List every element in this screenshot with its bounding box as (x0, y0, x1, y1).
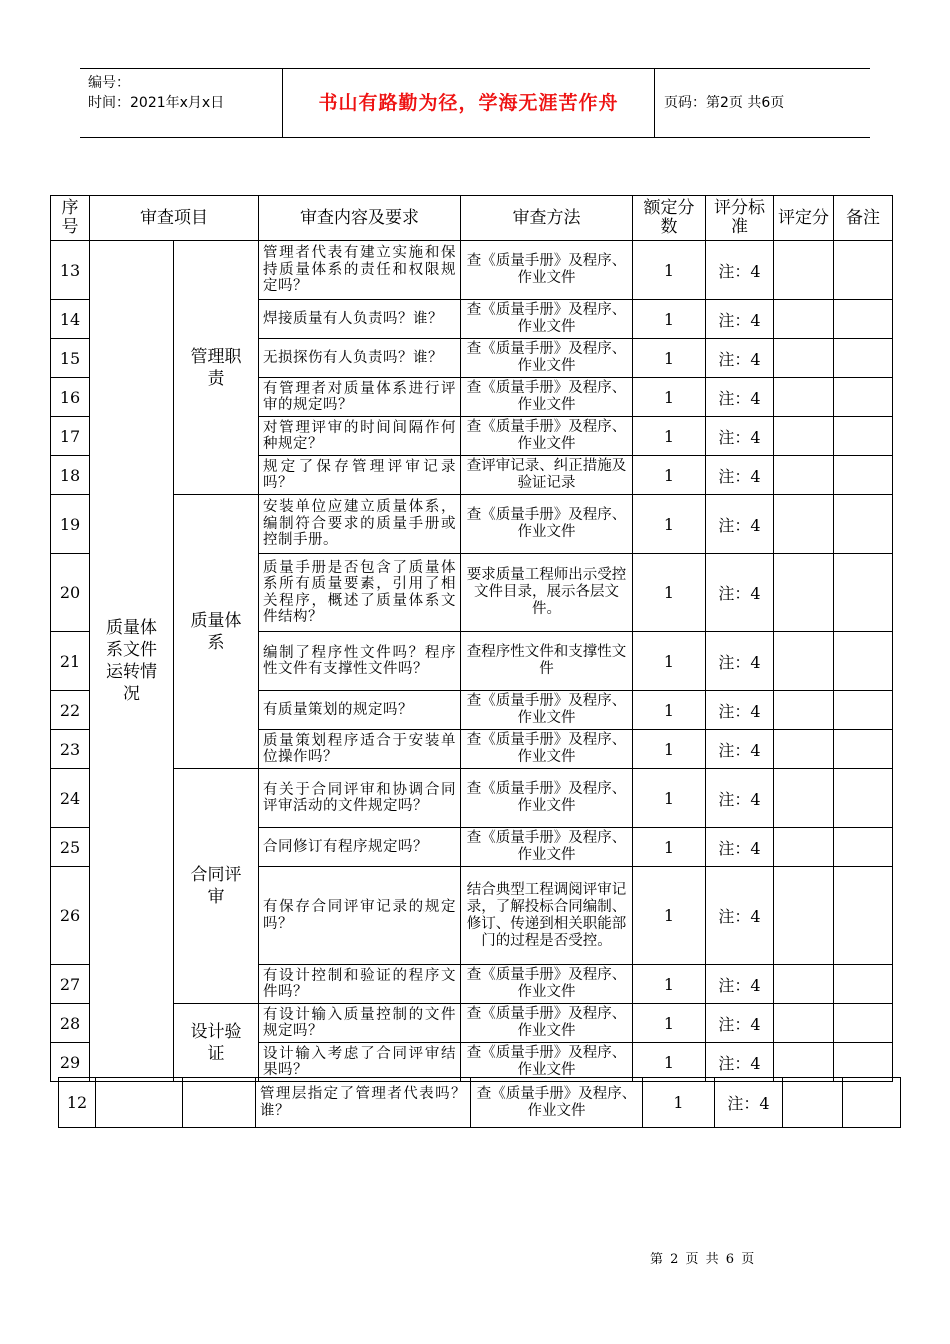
row-standard: 注：4 (706, 300, 774, 339)
row-assessed[interactable] (774, 456, 834, 495)
row-number: 12 (59, 1078, 96, 1128)
header-seq: 序号 (51, 196, 90, 241)
row-method: 查评审记录、纠正措施及验证记录 (461, 456, 633, 495)
row-assessed[interactable] (774, 965, 834, 1004)
row-method: 查《质量手册》及程序、作业文件 (461, 769, 633, 828)
row-number: 19 (51, 495, 90, 554)
row-method: 查《质量手册》及程序、作业文件 (461, 1043, 633, 1082)
subcategory: 管理职责 (174, 241, 259, 495)
row-method: 查《质量手册》及程序、作业文件 (461, 300, 633, 339)
row-score: 1 (633, 867, 706, 965)
row-score: 1 (633, 456, 706, 495)
row-remark[interactable] (834, 965, 893, 1004)
row-score: 1 (633, 378, 706, 417)
row-remark[interactable] (834, 632, 893, 691)
row-standard: 注：4 (706, 417, 774, 456)
row-score: 1 (633, 965, 706, 1004)
row-score: 1 (633, 632, 706, 691)
row-standard: 注：4 (706, 554, 774, 632)
row-number: 21 (51, 632, 90, 691)
row-remark[interactable] (834, 730, 893, 769)
row-content: 管理层指定了管理者代表吗？谁？ (256, 1078, 471, 1128)
row-assessed[interactable] (774, 495, 834, 554)
row-assessed[interactable] (774, 691, 834, 730)
extra-row-table (58, 1077, 901, 1128)
row-standard: 注：4 (706, 632, 774, 691)
row-standard: 注：4 (706, 828, 774, 867)
page-header (80, 68, 870, 138)
row-remark[interactable] (834, 867, 893, 965)
row-score: 1 (633, 495, 706, 554)
row-score: 1 (643, 1078, 715, 1128)
table-row (51, 495, 893, 554)
main-category: 质量体系文件运转情况 (90, 241, 174, 1082)
row-content: 有质量策划的规定吗？ (259, 691, 461, 730)
header-motto: 书山有路勤为径，学海无涯苦作舟 (318, 92, 619, 114)
subcategory: 设计验证 (174, 1004, 259, 1082)
row-method: 查《质量手册》及程序、作业文件 (461, 417, 633, 456)
row-method: 结合典型工程调阅评审记录，了解投标合同编制、修订、传递到相关职能部门的过程是否受控。 (461, 867, 633, 965)
row-content: 有设计输入质量控制的文件规定吗？ (259, 1004, 461, 1043)
row-number: 13 (51, 241, 90, 300)
doc-time-label: 时间：2021年x月x日 (88, 95, 225, 111)
row-method: 查《质量手册》及程序、作业文件 (461, 691, 633, 730)
row-remark[interactable] (834, 339, 893, 378)
subcategory: 质量体系 (174, 495, 259, 769)
row-number: 23 (51, 730, 90, 769)
table-row (59, 1078, 901, 1128)
row-score: 1 (633, 300, 706, 339)
row-number: 14 (51, 300, 90, 339)
row-remark[interactable] (834, 417, 893, 456)
row-remark[interactable] (834, 828, 893, 867)
row-content: 无损探伤有人负责吗？谁？ (259, 339, 461, 378)
row-standard: 注：4 (706, 965, 774, 1004)
row-method: 查《质量手册》及程序、作业文件 (461, 1004, 633, 1043)
row-remark[interactable] (834, 1004, 893, 1043)
row-assessed[interactable] (783, 1078, 843, 1128)
row-content: 有设计控制和验证的程序文件吗？ (259, 965, 461, 1004)
header-quota: 额定分数 (633, 196, 706, 241)
row-score: 1 (633, 1043, 706, 1082)
row-assessed[interactable] (774, 378, 834, 417)
row-content: 管理者代表有建立实施和保持质量体系的责任和权限规定吗？ (259, 241, 461, 300)
row-remark[interactable] (834, 769, 893, 828)
row-score: 1 (633, 241, 706, 300)
row-number: 28 (51, 1004, 90, 1043)
row-remark[interactable] (834, 554, 893, 632)
row-content: 编制了程序性文件吗？程序性文件有支撑性文件吗？ (259, 632, 461, 691)
row-number: 17 (51, 417, 90, 456)
row-score: 1 (633, 769, 706, 828)
row-remark[interactable] (834, 1043, 893, 1082)
row-remark[interactable] (834, 495, 893, 554)
row-content: 质量手册是否包含了质量体系所有质量要素，引用了相关程序，概述了质量体系文件结构？ (259, 554, 461, 632)
row-number: 20 (51, 554, 90, 632)
row-number: 24 (51, 769, 90, 828)
row-standard: 注：4 (706, 1004, 774, 1043)
row-method: 查《质量手册》及程序、作业文件 (461, 730, 633, 769)
row-standard: 注：4 (706, 339, 774, 378)
row-standard: 注：4 (706, 456, 774, 495)
row-remark[interactable] (843, 1078, 901, 1128)
row-number: 27 (51, 965, 90, 1004)
row-score: 1 (633, 339, 706, 378)
row-score: 1 (633, 554, 706, 632)
row-assessed[interactable] (774, 300, 834, 339)
row-remark[interactable] (834, 378, 893, 417)
row-assessed[interactable] (774, 339, 834, 378)
header-content: 审查内容及要求 (259, 196, 461, 241)
header-item: 审查项目 (90, 196, 259, 241)
row-standard: 注：4 (706, 769, 774, 828)
row-content: 对管理评审的时间间隔作何种规定？ (259, 417, 461, 456)
row-assessed[interactable] (774, 554, 834, 632)
row-method: 查程序性文件和支撑性文件 (461, 632, 633, 691)
row-content: 规定了保存管理评审记录吗？ (259, 456, 461, 495)
table-row (51, 769, 893, 828)
row-assessed[interactable] (774, 1043, 834, 1082)
row-standard: 注：4 (706, 867, 774, 965)
row-content: 合同修订有程序规定吗？ (259, 828, 461, 867)
row-number: 25 (51, 828, 90, 867)
row-assessed[interactable] (774, 417, 834, 456)
header-standard: 评分标准 (706, 196, 774, 241)
row-content: 质量策划程序适合于安装单位操作吗？ (259, 730, 461, 769)
row-number: 16 (51, 378, 90, 417)
row-score: 1 (633, 691, 706, 730)
empty-cell (183, 1078, 256, 1128)
row-standard: 注：4 (706, 495, 774, 554)
table-header-row (51, 196, 893, 241)
empty-cell (96, 1078, 183, 1128)
row-assessed[interactable] (774, 828, 834, 867)
row-remark[interactable] (834, 456, 893, 495)
page-footer: 第 2 页 共 6 页 (650, 1252, 755, 1267)
row-remark[interactable] (834, 300, 893, 339)
row-score: 1 (633, 730, 706, 769)
row-assessed[interactable] (774, 1004, 834, 1043)
row-method: 查《质量手册》及程序、作业文件 (461, 828, 633, 867)
row-method: 查《质量手册》及程序、作业文件 (461, 965, 633, 1004)
header-assessed: 评定分 (774, 196, 834, 241)
row-standard: 注：4 (706, 730, 774, 769)
row-number: 18 (51, 456, 90, 495)
row-content: 安装单位应建立质量体系，编制符合要求的质量手册或控制手册。 (259, 495, 461, 554)
row-method: 查《质量手册》及程序、作业文件 (461, 495, 633, 554)
row-assessed[interactable] (774, 632, 834, 691)
header-method: 审查方法 (461, 196, 633, 241)
row-standard: 注：4 (706, 691, 774, 730)
row-number: 15 (51, 339, 90, 378)
row-method: 要求质量工程师出示受控文件目录，展示各层文件。 (461, 554, 633, 632)
row-assessed[interactable] (774, 730, 834, 769)
subcategory: 合同评审 (174, 769, 259, 1004)
header-meta (88, 73, 224, 113)
row-score: 1 (633, 417, 706, 456)
row-remark[interactable] (834, 691, 893, 730)
row-number: 29 (51, 1043, 90, 1082)
header-page-info: 页码：第2页 共6页 (664, 95, 785, 111)
row-content: 焊接质量有人负责吗？谁？ (259, 300, 461, 339)
row-assessed[interactable] (774, 241, 834, 300)
audit-table (50, 195, 893, 1082)
doc-code-label: 编号： (88, 75, 130, 91)
row-method: 查《质量手册》及程序、作业文件 (471, 1078, 643, 1128)
row-method: 查《质量手册》及程序、作业文件 (461, 241, 633, 300)
row-standard: 注：4 (715, 1078, 783, 1128)
header-divider (654, 69, 655, 137)
row-content: 设计输入考虑了合同评审结果吗？ (259, 1043, 461, 1082)
row-method: 查《质量手册》及程序、作业文件 (461, 378, 633, 417)
row-method: 查《质量手册》及程序、作业文件 (461, 339, 633, 378)
row-content: 有保存合同评审记录的规定吗？ (259, 867, 461, 965)
row-standard: 注：4 (706, 241, 774, 300)
row-number: 22 (51, 691, 90, 730)
row-standard: 注：4 (706, 1043, 774, 1082)
row-remark[interactable] (834, 241, 893, 300)
row-score: 1 (633, 1004, 706, 1043)
header-remark: 备注 (834, 196, 893, 241)
row-score: 1 (633, 828, 706, 867)
row-standard: 注：4 (706, 378, 774, 417)
row-assessed[interactable] (774, 867, 834, 965)
row-number: 26 (51, 867, 90, 965)
row-content: 有管理者对质量体系进行评审的规定吗？ (259, 378, 461, 417)
table-row (51, 241, 893, 300)
row-assessed[interactable] (774, 769, 834, 828)
table-body (51, 241, 893, 1082)
row-content: 有关于合同评审和协调合同评审活动的文件规定吗？ (259, 769, 461, 828)
table-row (51, 1004, 893, 1043)
